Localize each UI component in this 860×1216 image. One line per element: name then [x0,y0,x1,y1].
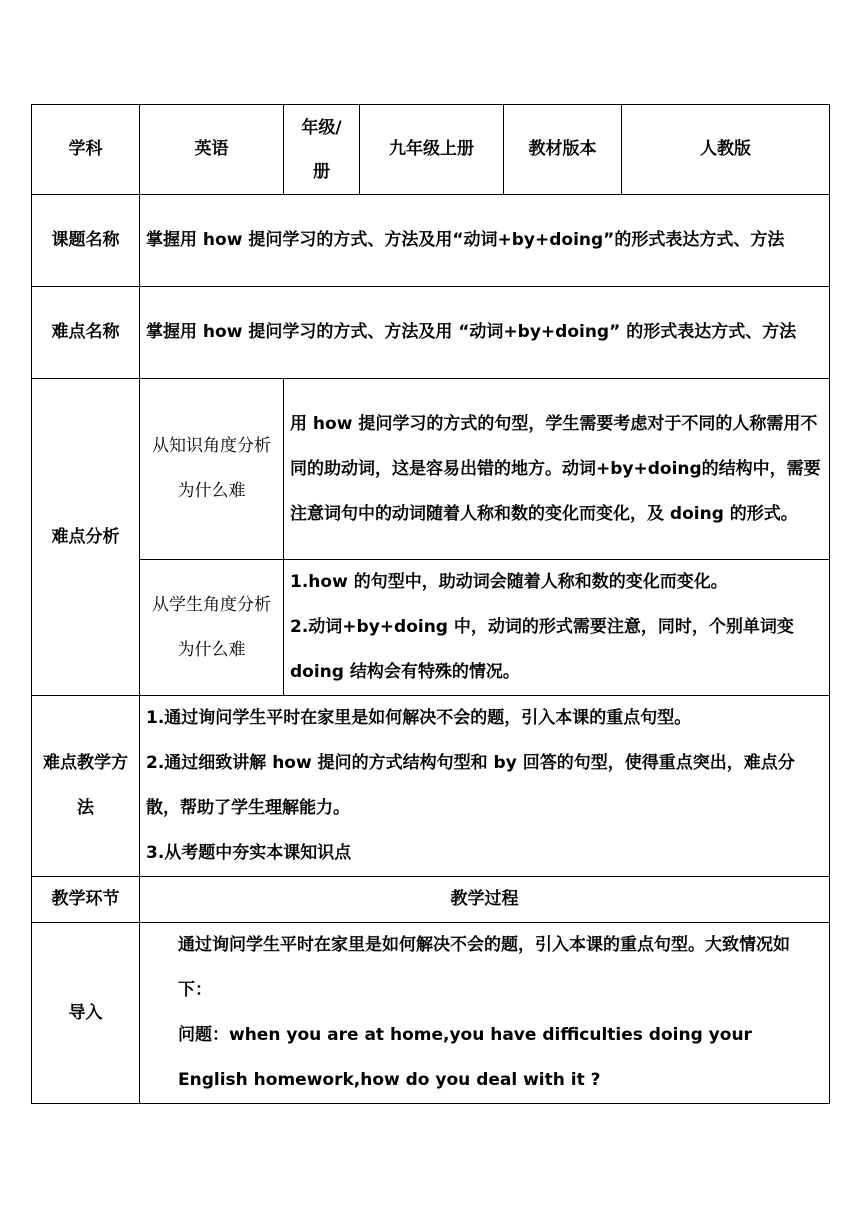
method-text [140,696,830,877]
method-point-2: 2.通过细致讲解 how 提问的方式结构句型和 by 回答的句型，使得重点突出，难点分散，帮助了学生理解能力。 [146,753,795,818]
intro-row [32,923,830,1104]
student-point-2: 2.动词+by+doing 中，动词的形式需要注意，同时，个别单词变 doing 结构会有特殊的情况。 [290,617,794,682]
grade-label-line2: 册 [313,161,330,182]
subject-label: 学科 [32,105,140,195]
topic-label: 课题名称 [32,195,140,287]
method-point-3: 3.从考题中夯实本课知识点 [146,843,352,863]
intro-label: 导入 [32,923,140,1104]
method-point-1: 1.通过询问学生平时在家里是如何解决不会的题，引入本课的重点句型。 [146,708,692,728]
difficulty-text: 掌握用 how 提问学习的方式、方法及用 “动词+by+doing” 的形式表达方式、方法 [140,287,830,379]
difficulty-row [32,287,830,379]
header-row [32,105,830,195]
intro-paragraph-1: 通过询问学生平时在家里是如何解决不会的题，引入本课的重点句型。大致情况如下： [178,935,790,1000]
student-point-1: 1.how 的句型中，助动词会随着人称和数的变化而变化。 [290,572,728,592]
knowledge-text: 用 how 提问学习的方式的句型，学生需要考虑对于不同的人称需用不同的助动词，这是容易出错的地方。动词+by+doing的结构中，需要注意词句中的动词随着人称和数的变化而变化，及 doing 的形式。 [284,379,830,560]
knowledge-label: 从知识角度分析为什么难 [140,379,284,560]
student-label: 从学生角度分析为什么难 [140,560,284,696]
stage-label: 教学环节 [32,877,140,923]
analysis-row-student [32,560,830,696]
topic-text: 掌握用 how 提问学习的方式、方法及用“动词+by+doing”的形式表达方式、方法 [140,195,830,287]
process-header-row [32,877,830,923]
edition-value: 人教版 [622,105,830,195]
method-row [32,696,830,877]
intro-paragraph-2: 问题：when you are at home,you have difficulties doing your English homework,how do you deal with it ? [178,1025,752,1090]
lesson-plan-table [31,104,830,1104]
analysis-label: 难点分析 [32,379,140,696]
student-text [284,560,830,696]
grade-label [284,105,360,195]
topic-row [32,195,830,287]
grade-value: 九年级上册 [360,105,504,195]
process-label: 教学过程 [140,877,830,923]
edition-label: 教材版本 [504,105,622,195]
grade-label-line1: 年级/ [301,117,342,138]
difficulty-label: 难点名称 [32,287,140,379]
method-label: 难点教学方法 [32,696,140,877]
analysis-row-knowledge [32,379,830,560]
intro-text [140,923,830,1104]
subject-value: 英语 [140,105,284,195]
